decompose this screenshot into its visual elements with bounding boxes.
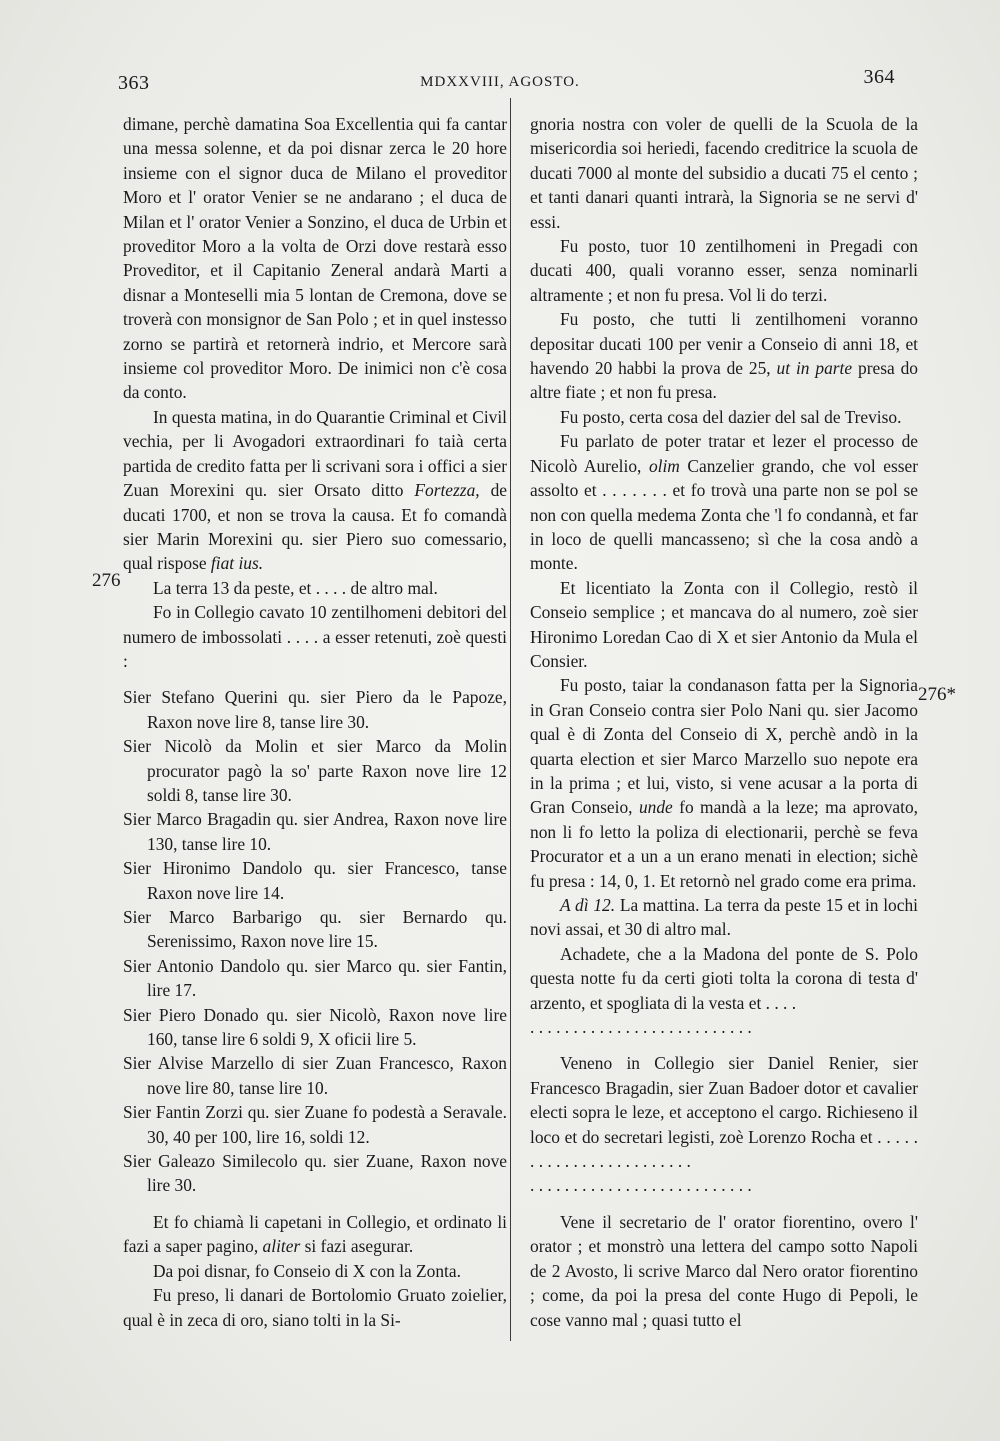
debtor-entry: Sier Marco Barbarigo qu. sier Bernardo qu. Serenissimo, Raxon nove lire 15.	[123, 907, 507, 952]
text-segment: presa do altre fiate ; et non fu presa.	[530, 358, 918, 403]
debtor-entry: Sier Hironimo Dandolo qu. sier Francesco, tanse Raxon nove lire 14.	[123, 858, 507, 903]
text-segment: La mattina. La terra da peste 15 et in lochi novi assai, et 30 di altro mal.	[530, 895, 918, 940]
italic-term: aliter	[262, 1236, 301, 1257]
paragraph-conseio: Da poi disnar, fo Conseio di X con la Zonta.	[153, 1260, 461, 1281]
debtor-entry: Sier Fantin Zorzi qu. sier Zuane fo podestà a Seravale. 30, 40 per 100, lire 16, soldi 12.	[123, 1102, 507, 1147]
text-segment: Canzelier grando, che vol esser assolto et . . . . . . . et fo trovà una parte non se pol se non con quella medema Zonta che 'l fo condannà, et far in loco de quelli mancasseno; sì che la cosa andò a monte.	[530, 455, 919, 574]
spacer	[530, 1198, 918, 1210]
debtor-entry: Sier Antonio Dandolo qu. sier Marco qu. sier Fantin, lire 17.	[123, 955, 507, 1001]
text-segment: Fu posto, taiar la condanason fatta per la Signoria in Gran Conseio contra sier Polo Nani qu. sier Jacomo qual è di Zonta del Conseio di X, perchè andò in la quarta election et sier Marco Marzello suo nepote era in la prima ; et lui, visto, si vene acusar a la porta di Gran Conseio,	[530, 675, 918, 818]
text-segment: Fu parlato de poter tratar et lezer el processo de Nicolò Aurelio,	[530, 431, 918, 476]
debtor-entry: Sier Galeazo Similecolo qu. sier Zuane, Raxon nove lire 30.	[123, 1151, 507, 1196]
italic-term: Fortezza,	[414, 480, 480, 501]
paragraph-leze: Veneno in Collegio sier Daniel Renier, sier Francesco Bragadin, sier Zuan Badoer dotor et cavalier electi sopra le leze, et acceptono el cargo. Richieseno il loco et do secretari legisti, zoè Lorenzo Rocha et . . . . . . . . . . . . . . . . . . . . . . . .	[530, 1053, 918, 1172]
paragraph-collegio: Fo in Collegio cavato 10 zentilhomeni debitori del numero de imbossolati . . . . a esser retenuti, zoè questi :	[123, 602, 507, 671]
debtor-entry: Sier Alvise Marzello di sier Zuan Francesco, Raxon nove lire 80, tanse lire 10.	[123, 1053, 507, 1098]
italic-term: unde	[638, 797, 673, 818]
page-header	[0, 66, 1000, 106]
paragraph-zonta: Et licentiato la Zonta con il Collegio, restò il Conseio semplice ; et mancava do al numero, zoè sier Hironimo Loredan Cao di X et sier Antonio da Mula el Consier.	[530, 577, 918, 671]
debtor-entry: Sier Nicolò da Molin et sier Marco da Molin procurator pagò la so' parte Raxon nove lire 12 soldi 8, tanse lire 30.	[123, 736, 507, 805]
spacer	[123, 673, 507, 685]
paragraph-pregadi: Fu posto, tuor 10 zentilhomeni in Pregadi con ducati 400, quali voranno esser, senza nominarli altramente ; et non fu presa. Vol li do terzi.	[530, 236, 918, 305]
text-segment: si fazi asegurar.	[300, 1236, 414, 1257]
paragraph-gruato: Fu preso, li danari de Bortolomio Gruato zoielier, qual è in zeca di oro, siano tolti in la Si-	[123, 1285, 507, 1330]
paragraph-avogadori	[123, 405, 507, 576]
right-page-number: 364	[863, 66, 895, 88]
paragraph-orator: Vene il secretario de l' orator fiorentino, overo l' orator ; et monstrò una lettera del campo sotto Napoli de 2 Avosto, li scrive Marco dal Nero orator fiorentino ; come, da poi la presa del conte Hugo di Pepoli, le cose vanno mal ; quasi tutto el	[530, 1211, 918, 1330]
ellipsis-line: . . . . . . . . . . . . . . . . . . . . . . . . . .	[530, 1175, 752, 1196]
right-margin-note: 276*	[918, 684, 956, 705]
text-segment: fo mandà a la leze; ma aprovato, non li fo letto la poliza di electionarii, perchè se feva Procurator et a un a un erano menati in election; sichè fu presa : 14, 0, 1. Et retornò nel grado come era prima.	[530, 797, 918, 891]
debtor-entry: Sier Stefano Querini qu. sier Piero da le Papoze, Raxon nove lire 8, tanse lire 30.	[123, 687, 507, 732]
debtor-entry: Sier Marco Bragadin qu. sier Andrea, Raxon nove lire 130, tanse lire 10.	[123, 809, 507, 854]
text-segment: Et fo chiamà li capetani in Collegio, et ordinato li fazi a saper pagino,	[123, 1211, 507, 1257]
paragraph-capetani	[123, 1210, 507, 1259]
text-segment: Fu posto, che tutti li zentilhomeni voranno depositar ducati 100 per venir a Conseio di anni 18, et havendo 20 habbi la prova de 25,	[530, 309, 918, 379]
right-column	[530, 112, 918, 1332]
date-heading: A dì 12.	[560, 895, 616, 915]
left-column	[123, 112, 507, 1332]
paragraph-madona: Achadete, che a la Madona del ponte de S. Polo questa notte fu da certi gioti tolta la corona di testa d' arzento, et spogliata di la vesta et . . . .	[530, 943, 918, 1013]
left-page-number: 363	[118, 72, 150, 94]
running-title: MDXXVIII, AGOSTO.	[420, 74, 580, 90]
left-margin-note: 276	[92, 570, 121, 591]
italic-term: fiat ius.	[210, 553, 264, 574]
paragraph-dated-entry	[530, 893, 918, 942]
italic-term: ut in parte	[776, 358, 853, 379]
spacer	[530, 1039, 918, 1051]
ellipsis-line: . . . . . . . . . . . . . . . . . . . . . . . . . .	[530, 1017, 752, 1038]
italic-term: olim	[648, 455, 680, 476]
paragraph-opening: dimane, perchè damatina Soa Excellentia qui fa cantar una messa solenne, et da poi disnar zerca le 20 hore insieme con el signor duca de Milano el proveditor Moro et l' orator Venier se ne andarano ; el duca de Milan et l' orator Venier a Sonzino, el duca de Urbin et proveditor Moro a la volta de Orzi dove restarà esso Proveditor, et il Capitanio Zeneral andarà Marti a disnar a Monteselli mia 5 lontan de Cremona, dove se troverà con monsignor de San Polo ; et in quel instesso zorno se partirà et retornerà indrio, et Mercore sarà insieme col proveditor Moro. De inimici non c'è cosa da conto.	[123, 114, 507, 403]
column-divider	[510, 98, 511, 1341]
paragraph-peste: La terra 13 da peste, et . . . . de altro mal.	[153, 577, 438, 598]
paragraph-nani	[530, 673, 918, 893]
debtor-entry: Sier Piero Donado qu. sier Nicolò, Raxon nove lire 160, tanse lire 6 soldi 9, X oficii lire 5.	[123, 1004, 507, 1050]
text-segment: In questa matina, in do Quarantie Criminal et Civil vechia, per li Avogadori extraordinari fo taià certa partida de credito fatta per li scrivani sora i offici a sier Zuan Morexini qu. sier Orsato ditto	[123, 406, 508, 501]
text-segment: de ducati 1700, et non se trova la causa. Et fo comandà sier Marin Morexini qu. sier Piero suo comessario, qual rispose	[123, 480, 507, 574]
paragraph-dazier: Fu posto, certa cosa del dazier del sal de Treviso.	[560, 406, 902, 427]
paragraph-signoria: gnoria nostra con voler de quelli de la Scuola de la misericordia soi heriedi, facendo creditrice la scuola de ducati 7000 al monte del subsidio a ducati 75 el cento ; et tanti danari quanti intrarà, la Signoria se ne servi d' essi.	[530, 114, 918, 232]
paragraph-depositar	[530, 307, 918, 405]
spacer	[123, 1198, 507, 1210]
paragraph-aurelio	[530, 429, 918, 575]
